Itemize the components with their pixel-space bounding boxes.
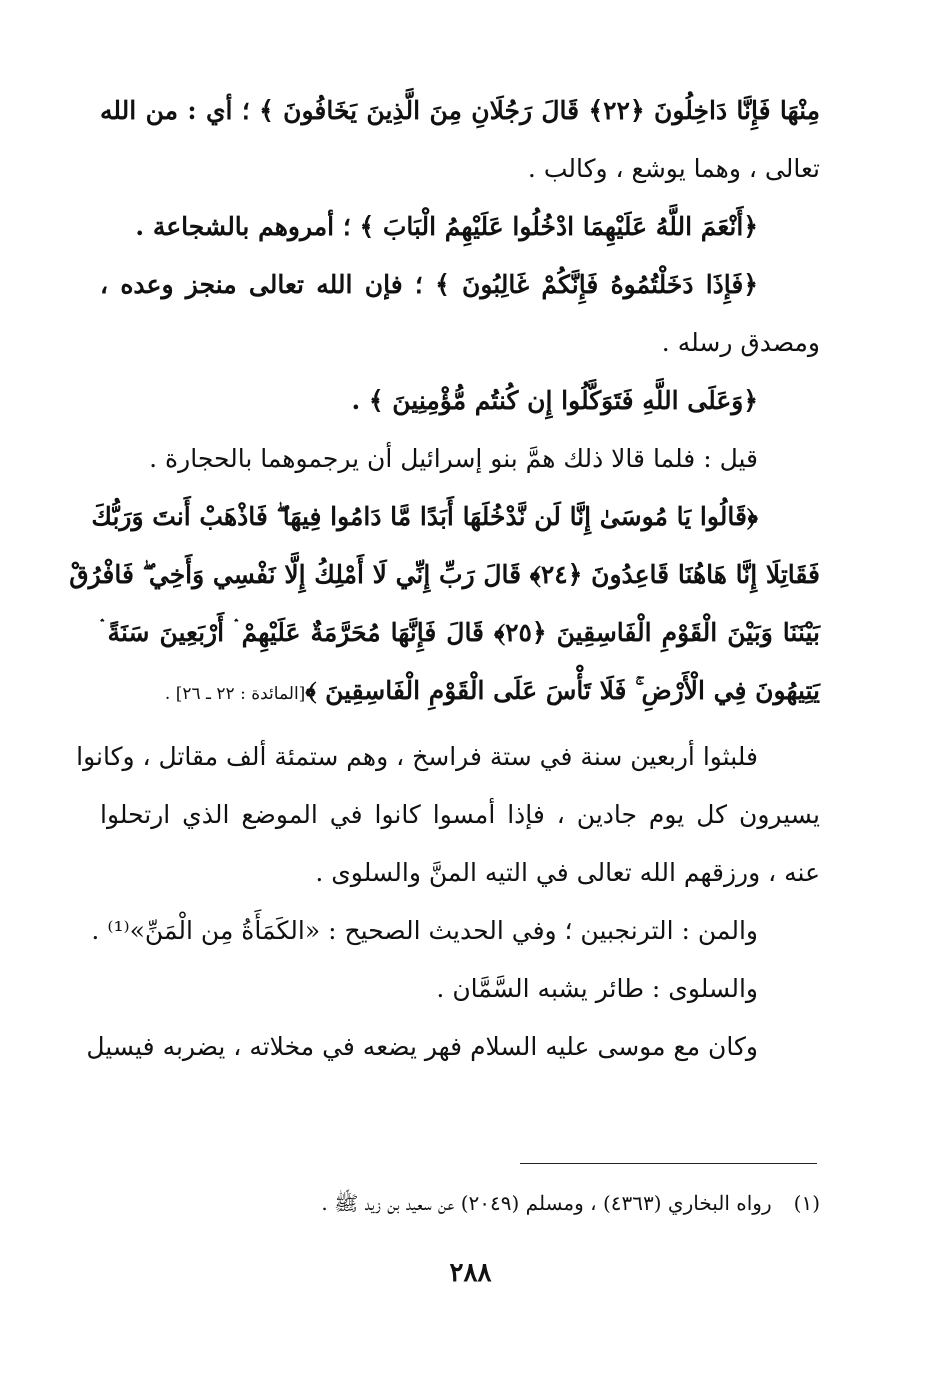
text-line-7: قيل : فلما قالا ذلك همَّ بنو إسرائيل أن يرجموهما بالحجارة .: [149, 444, 758, 473]
text-line-6: ﴿وَعَلَى اللَّهِ فَتَوَكَّلُوا إِن كُنتُم مُّؤْمِنِينَ ﴾ .: [351, 386, 758, 415]
text-line-11: [100, 662, 820, 720]
text-line-15: والمن : الترنجبين ؛ وفي الحديث الصحيح : «الكَمَأَةُ مِن الْمَنِّ»⁽¹⁾ .: [91, 916, 758, 945]
text-line-5: ومصدق رسله .: [661, 328, 820, 357]
text-line-4: ﴿فَإِذَا دَخَلْتُمُوهُ فَإِنَّكُمْ غَالِبُونَ ﴾ ؛ فإن الله تعالى منجز وعده ،: [100, 270, 758, 299]
footnote-separator: [520, 1163, 817, 1164]
text-line-13: يسيرون كل يوم جادين ، فإذا أمسوا كانوا في الموضع الذي ارتحلوا: [100, 800, 820, 829]
footnote: [100, 1185, 820, 1221]
footnote-number: (١): [793, 1191, 820, 1215]
text-line-14: عنه ، ورزقهم الله تعالى في التيه المنَّ والسلوى .: [315, 858, 820, 887]
text-line-9: فَقَاتِلَا إِنَّا هَاهُنَا قَاعِدُونَ ﴿٢٤﴾ قَالَ رَبِّ إِنِّي لَا أَمْلِكُ إِلَّا نَفْسِي وَأَخِي ۖ فَافْرُقْ: [69, 560, 820, 589]
text-line-17: وكان مع موسى عليه السلام فهر يضعه في مخلاته ، يضربه فيسيل: [86, 1032, 758, 1061]
text-line-16: والسلوى : طائر يشبه السَّمَّان .: [436, 974, 758, 1003]
text-line-12: فلبثوا أربعين سنة في ستة فراسخ ، وهم ستمئة ألف مقاتل ، وكانوا: [76, 742, 758, 771]
main-text: [69, 82, 821, 1076]
text-line-3: ﴿أَنْعَمَ اللَّهُ عَلَيْهِمَا ادْخُلُوا عَلَيْهِمُ الْبَابَ ﴾ ؛ أمروهم بالشجاعة .: [135, 212, 758, 241]
text-line-11-verse: يَتِيهُونَ فِي الْأَرْضِ ۚ فَلَا تَأْسَ عَلَى الْقَوْمِ الْفَاسِقِينَ ﴾: [305, 676, 820, 705]
text-line-8: ﴿قَالُوا يَا مُوسَىٰ إِنَّا لَن نَّدْخُلَهَا أَبَدًا مَّا دَامُوا فِيهَا ۖ فَاذْهَبْ أَنتَ وَرَبُّكَ: [91, 502, 758, 531]
text-line-1: مِنْهَا فَإِنَّا دَاخِلُونَ ﴿٢٢﴾ قَالَ رَجُلَانِ مِنَ الَّذِينَ يَخَافُونَ ﴾ ؛ أي : من الله: [100, 96, 820, 125]
sura-reference: [المائدة : ٢٢ ـ ٢٦] .: [164, 684, 306, 704]
page-number: ٢٨٨: [449, 1258, 492, 1288]
text-line-2: تعالى ، وهما يوشع ، وكالب .: [527, 154, 820, 183]
footnote-text: رواه البخاري (٤٣٦٣) ، ومسلم (٢٠٤٩) عن سعيد بن زيد ﷺ .: [321, 1191, 772, 1215]
text-line-10: بَيْنَنَا وَبَيْنَ الْقَوْمِ الْفَاسِقِينَ ﴿٢٥﴾ قَالَ فَإِنَّهَا مُحَرَّمَةٌ عَلَيْهِمْ ۛ أَرْبَعِينَ سَنَةً ۛ: [100, 618, 821, 647]
